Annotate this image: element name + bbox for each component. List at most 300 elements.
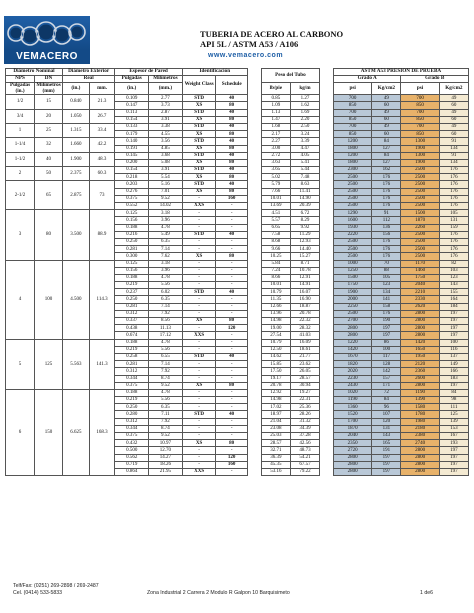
- cell-psi-b: 2740: [401, 440, 439, 447]
- cell-od-mm: 26.7: [89, 109, 115, 123]
- header-weight-class: Weight Class: [182, 76, 216, 95]
- spacer: [319, 289, 333, 296]
- cell-weight-class: -: [182, 325, 216, 332]
- header-real: Real: [63, 76, 115, 83]
- cell-kgm: 28.26: [290, 411, 319, 418]
- spacer: [247, 174, 261, 181]
- cell-nps: 1/2: [6, 95, 35, 109]
- spacer: [247, 69, 261, 95]
- cell-kgm: 22.32: [290, 318, 319, 325]
- spacer: [247, 203, 261, 210]
- cell-schedule: 40: [216, 231, 247, 238]
- spacer: [247, 138, 261, 145]
- spacer: [247, 260, 261, 267]
- cell-wall-mm: 6.55: [149, 353, 183, 360]
- cell-od-mm: 73: [89, 181, 115, 210]
- cell-wall-in: 0.140: [115, 138, 149, 145]
- cell-wall-in: 0.719: [115, 461, 149, 468]
- cell-psi-b: 2180: [401, 425, 439, 432]
- cell-psi-a: 2020: [333, 368, 371, 375]
- cell-psi-b: 1750: [401, 274, 439, 281]
- cell-nps: 3: [6, 210, 35, 260]
- cell-kgcm2-b: 149: [439, 361, 468, 368]
- cell-wall-in: 0.237: [115, 289, 149, 296]
- cell-wall-mm: 4.78: [149, 339, 183, 346]
- cell-kgcm2-b: 111: [439, 404, 468, 411]
- cell-kgm: 6.72: [290, 210, 319, 217]
- cell-kgcm2-a: 191: [372, 447, 401, 454]
- pipes-icon: [4, 16, 90, 50]
- spacer: [319, 368, 333, 375]
- page-title: [200, 30, 343, 49]
- cell-kgm: 9.92: [290, 224, 319, 231]
- cell-psi-a: 1500: [333, 274, 371, 281]
- cell-schedule: 80: [216, 253, 247, 260]
- cell-weight-class: XXS: [182, 332, 216, 339]
- cell-kgm: 15.27: [290, 253, 319, 260]
- cell-schedule: -: [216, 217, 247, 224]
- cell-kgcm2-b: 197: [439, 318, 468, 325]
- cell-wall-in: 0.109: [115, 95, 149, 102]
- cell-psi-b: 1650: [401, 346, 439, 353]
- cell-kgm: 16.09: [290, 339, 319, 346]
- cell-wall-in: 0.500: [115, 447, 149, 454]
- spacer: [319, 303, 333, 310]
- cell-wall-in: 0.344: [115, 375, 149, 382]
- cell-kgm: 79.22: [290, 468, 319, 475]
- cell-schedule: -: [216, 433, 247, 440]
- spacer: [319, 310, 333, 317]
- cell-schedule: -: [216, 418, 247, 425]
- cell-wall-mm: 5.49: [149, 231, 183, 238]
- cell-wall-mm: 2.77: [149, 95, 183, 102]
- cell-kgcm2-a: 190: [372, 318, 401, 325]
- cell-psi-a: 1000: [333, 260, 371, 267]
- cell-wall-in: 0.312: [115, 310, 149, 317]
- table-row: [6, 152, 469, 159]
- cell-kgcm2-a: 165: [372, 440, 401, 447]
- cell-weight-class: STD: [182, 231, 216, 238]
- cell-lbft: 10.01: [261, 195, 290, 202]
- cell-lbft: 25.03: [261, 433, 290, 440]
- spacer: [319, 253, 333, 260]
- cell-psi-b: 700: [401, 109, 439, 116]
- table-row: [6, 181, 469, 188]
- cell-psi-a: 2500: [333, 310, 371, 317]
- cell-kgm: 4.47: [290, 145, 319, 152]
- cell-od-in: 4.500: [63, 260, 90, 339]
- cell-nps: 1-1/2: [6, 152, 35, 166]
- cell-weight-class: XXS: [182, 203, 216, 210]
- cell-od-in: 3.500: [63, 210, 90, 260]
- cell-wall-mm: 3.96: [149, 217, 183, 224]
- cell-psi-a: 1700: [333, 418, 371, 425]
- spacer: [247, 346, 261, 353]
- cell-psi-a: 1800: [333, 145, 371, 152]
- cell-schedule: -: [216, 368, 247, 375]
- cell-lbft: 45.35: [261, 461, 290, 468]
- cell-schedule: -: [216, 346, 247, 353]
- cell-kgcm2-b: 166: [439, 368, 468, 375]
- spacer: [247, 318, 261, 325]
- cell-kgcm2-a: 131: [372, 425, 401, 432]
- spacer: [247, 274, 261, 281]
- cell-kgm: 12.93: [290, 238, 319, 245]
- cell-psi-a: 2500: [333, 174, 371, 181]
- cell-schedule: -: [216, 332, 247, 339]
- spacer: [247, 217, 261, 224]
- cell-kgm: 31.32: [290, 418, 319, 425]
- cell-weight-class: XS: [182, 102, 216, 109]
- spacer: [319, 224, 333, 231]
- cell-schedule: 160: [216, 195, 247, 202]
- cell-psi-b: 2800: [401, 461, 439, 468]
- cell-psi-b: 1900: [401, 145, 439, 152]
- cell-lbft: 1.68: [261, 123, 290, 130]
- cell-wall-mm: 7.11: [149, 411, 183, 418]
- spacer: [319, 123, 333, 130]
- cell-kgcm2-b: 60: [439, 102, 468, 109]
- cell-kgcm2-a: 162: [372, 167, 401, 174]
- cell-kgcm2-b: 103: [439, 267, 468, 274]
- cell-kgcm2-b: 159: [439, 224, 468, 231]
- cell-lbft: 36.39: [261, 454, 290, 461]
- cell-od-mm: 48.3: [89, 152, 115, 166]
- spacer: [247, 116, 261, 123]
- cell-schedule: -: [216, 224, 247, 231]
- header-milimetros: Milímetros (mm): [36, 82, 61, 94]
- cell-wall-mm: 3.56: [149, 138, 183, 145]
- spacer: [319, 332, 333, 339]
- cell-psi-b: 2500: [401, 253, 439, 260]
- cell-psi-b: 2800: [401, 332, 439, 339]
- cell-psi-b: 2500: [401, 188, 439, 195]
- cell-kgcm2-b: 98: [439, 397, 468, 404]
- header-pulgadas: Pulgadas (in.): [6, 83, 35, 95]
- cell-lbft: 10.01: [261, 282, 290, 289]
- cell-wall-in: 0.552: [115, 203, 149, 210]
- cell-weight-class: XS: [182, 131, 216, 138]
- cell-psi-b: 1420: [401, 339, 439, 346]
- cell-wall-mm: 3.73: [149, 102, 183, 109]
- spacer: [319, 282, 333, 289]
- cell-wall-in: 0.375: [115, 382, 149, 389]
- cell-kgcm2-a: 156: [372, 231, 401, 238]
- table-row: [6, 210, 469, 217]
- cell-kgcm2-a: 171: [372, 382, 401, 389]
- cell-psi-b: 1300: [401, 138, 439, 145]
- cell-kgcm2-b: 176: [439, 181, 468, 188]
- cell-schedule: 80: [216, 188, 247, 195]
- cell-psi-b: 1460: [401, 267, 439, 274]
- cell-kgcm2-b: 60: [439, 116, 468, 123]
- cell-psi-b: 2800: [401, 318, 439, 325]
- spacer: [247, 389, 261, 396]
- spacer: [319, 274, 333, 281]
- cell-weight-class: -: [182, 389, 216, 396]
- footer-address: Zona Industrial 2 Carrera 2 Modulo R Galpon 10 Barquisimeto: [147, 590, 290, 596]
- spacer: [247, 368, 261, 375]
- cell-weight-class: XS: [182, 116, 216, 123]
- cell-kgcm2-b: 116: [439, 346, 468, 353]
- cell-psi-a: 2220: [333, 231, 371, 238]
- spacer: [247, 181, 261, 188]
- cell-wall-in: 0.218: [115, 174, 149, 181]
- cell-wall-in: 0.145: [115, 152, 149, 159]
- cell-kgcm2-a: 88: [372, 267, 401, 274]
- cell-lbft: 10.79: [261, 289, 290, 296]
- cell-lbft: 1.47: [261, 116, 290, 123]
- cell-schedule: -: [216, 282, 247, 289]
- cell-weight-class: -: [182, 404, 216, 411]
- cell-psi-a: 2500: [333, 181, 371, 188]
- cell-dn: 25: [35, 123, 63, 137]
- cell-od-mm: 88.9: [89, 210, 115, 260]
- cell-nps: 2-1/2: [6, 181, 35, 210]
- cell-wall-mm: 7.92: [149, 368, 183, 375]
- cell-psi-b: 1580: [401, 404, 439, 411]
- cell-lbft: 5.84: [261, 260, 290, 267]
- spacer: [319, 138, 333, 145]
- spacer: [319, 346, 333, 353]
- cell-wall-mm: 5.54: [149, 174, 183, 181]
- cell-lbft: 1.13: [261, 109, 290, 116]
- spacer: [319, 238, 333, 245]
- cell-psi-a: 2230: [333, 375, 371, 382]
- cell-kgm: 5.44: [290, 167, 319, 174]
- spacer: [319, 382, 333, 389]
- cell-schedule: 40: [216, 181, 247, 188]
- cell-wall-in: 0.250: [115, 296, 149, 303]
- spacer: [247, 159, 261, 166]
- cell-kgcm2-a: 72: [372, 389, 401, 396]
- header-wall-thickness: Espesor de Pared: [115, 69, 182, 76]
- cell-psi-b: 1500: [401, 210, 439, 217]
- spacer: [319, 188, 333, 195]
- header-psi-a: psi: [333, 83, 371, 95]
- cell-wall-mm: 3.91: [149, 116, 183, 123]
- cell-schedule: -: [216, 246, 247, 253]
- cell-lbft: 32.71: [261, 447, 290, 454]
- spacer: [247, 433, 261, 440]
- cell-weight-class: -: [182, 310, 216, 317]
- footer-cell: Cel. (0414) 533-5833: [13, 590, 63, 596]
- cell-kgm: 48.73: [290, 447, 319, 454]
- cell-kgcm2-b: 197: [439, 325, 468, 332]
- cell-weight-class: -: [182, 274, 216, 281]
- cell-wall-in: 0.344: [115, 425, 149, 432]
- cell-schedule: 80: [216, 174, 247, 181]
- footer-phone: Telf/Fax: (0251) 269-2898 / 269-2487: [13, 583, 99, 589]
- cell-dn: 50: [35, 167, 63, 181]
- cell-kgcm2-a: 176: [372, 203, 401, 210]
- cell-weight-class: -: [182, 210, 216, 217]
- spacer: [319, 109, 333, 116]
- cell-kgcm2-b: 49: [439, 109, 468, 116]
- cell-weight-class: XS: [182, 318, 216, 325]
- cell-psi-a: 850: [333, 116, 371, 123]
- cell-lbft: 19.00: [261, 325, 290, 332]
- table-row: [6, 339, 469, 346]
- cell-psi-a: 1800: [333, 159, 371, 166]
- cell-kgcm2-b: 197: [439, 332, 468, 339]
- cell-psi-b: 1170: [401, 260, 439, 267]
- cell-weight-class: -: [182, 303, 216, 310]
- cell-kgcm2-a: 120: [372, 418, 401, 425]
- cell-kgcm2-b: 176: [439, 253, 468, 260]
- cell-nps: 3/4: [6, 109, 35, 123]
- spacer: [319, 389, 333, 396]
- footer-contact: [13, 583, 99, 597]
- spacer: [319, 375, 333, 382]
- spacer: [319, 203, 333, 210]
- cell-weight-class: -: [182, 418, 216, 425]
- cell-schedule: 160: [216, 461, 247, 468]
- cell-kgm: 54.21: [290, 454, 319, 461]
- cell-wall-in: 0.281: [115, 303, 149, 310]
- cell-psi-a: 1750: [333, 282, 371, 289]
- cell-lbft: 4.51: [261, 210, 290, 217]
- cell-dn: 32: [35, 138, 63, 152]
- cell-wall-mm: 6.35: [149, 238, 183, 245]
- spacer: [247, 361, 261, 368]
- header-dn: DN: [35, 76, 63, 83]
- cell-od-mm: 60.3: [89, 167, 115, 181]
- spacer: [319, 296, 333, 303]
- cell-od-in: 1.050: [63, 109, 90, 123]
- cell-psi-a: 1670: [333, 353, 371, 360]
- cell-schedule: 40: [216, 123, 247, 130]
- cell-lbft: 13.96: [261, 310, 290, 317]
- cell-schedule: 80: [216, 131, 247, 138]
- cell-schedule: -: [216, 397, 247, 404]
- cell-kgcm2-a: 176: [372, 253, 401, 260]
- cell-schedule: -: [216, 210, 247, 217]
- cell-kgcm2-b: 176: [439, 195, 468, 202]
- cell-kgm: 1.62: [290, 102, 319, 109]
- cell-weight-class: STD: [182, 123, 216, 130]
- cell-wall-mm: 4.78: [149, 389, 183, 396]
- cell-wall-mm: 3.18: [149, 260, 183, 267]
- cell-wall-mm: 5.08: [149, 159, 183, 166]
- cell-psi-a: 2800: [333, 461, 371, 468]
- spacer: [247, 231, 261, 238]
- cell-psi-b: 1300: [401, 152, 439, 159]
- cell-kgm: 22.31: [290, 397, 319, 404]
- cell-kgcm2-a: 197: [372, 332, 401, 339]
- cell-wall-in: 0.179: [115, 131, 149, 138]
- cell-wall-mm: 5.16: [149, 181, 183, 188]
- cell-nps: 1-1/4: [6, 138, 35, 152]
- spacer: [247, 246, 261, 253]
- cell-psi-a: 2350: [333, 440, 371, 447]
- cell-wall-in: 0.432: [115, 440, 149, 447]
- spacer: [319, 217, 333, 224]
- cell-kgm: 5.41: [290, 159, 319, 166]
- cell-kgcm2-b: 176: [439, 231, 468, 238]
- cell-psi-b: 2330: [401, 296, 439, 303]
- cell-kgm: 42.56: [290, 440, 319, 447]
- cell-psi-b: 2210: [401, 289, 439, 296]
- cell-lbft: 13.69: [261, 203, 290, 210]
- cell-wall-mm: 7.92: [149, 418, 183, 425]
- cell-kgm: 1.27: [290, 95, 319, 102]
- cell-weight-class: -: [182, 361, 216, 368]
- cell-wall-mm: 4.78: [149, 224, 183, 231]
- table-body: [6, 95, 469, 476]
- cell-psi-a: 1600: [333, 217, 371, 224]
- cell-dn: 65: [35, 181, 63, 210]
- cell-kgcm2-a: 86: [372, 339, 401, 346]
- cell-psi-b: 2040: [401, 282, 439, 289]
- cell-lbft: 10.25: [261, 253, 290, 260]
- cell-psi-a: 2500: [333, 203, 371, 210]
- cell-weight-class: XS: [182, 174, 216, 181]
- table-row: [6, 167, 469, 174]
- spacer: [247, 310, 261, 317]
- cell-psi-b: 2600: [401, 375, 439, 382]
- cell-weight-class: STD: [182, 95, 216, 102]
- table-row: [6, 95, 469, 102]
- cell-kgcm2-b: 197: [439, 468, 468, 475]
- cell-wall-in: 0.250: [115, 238, 149, 245]
- spacer: [247, 375, 261, 382]
- cell-psi-b: 1390: [401, 397, 439, 404]
- spacer: [247, 339, 261, 346]
- cell-wall-in: 0.188: [115, 274, 149, 281]
- cell-kgcm2-a: 176: [372, 181, 401, 188]
- cell-kgcm2-b: 197: [439, 461, 468, 468]
- cell-schedule: -: [216, 404, 247, 411]
- cell-kgcm2-b: 143: [439, 282, 468, 289]
- cell-wall-mm: 3.68: [149, 152, 183, 159]
- cell-dn: 100: [35, 260, 63, 339]
- cell-od-mm: 114.3: [89, 260, 115, 339]
- cell-psi-b: 2800: [401, 468, 439, 475]
- table-row: [6, 389, 469, 396]
- cell-wall-in: 0.219: [115, 397, 149, 404]
- header-od-in-unit: (in.): [63, 83, 90, 95]
- cell-wall-in: 0.375: [115, 195, 149, 202]
- cell-lbft: 7.58: [261, 231, 290, 238]
- table-row: [6, 138, 469, 145]
- spacer: [319, 425, 333, 432]
- spacer: [319, 411, 333, 418]
- spacer: [247, 397, 261, 404]
- cell-schedule: -: [216, 375, 247, 382]
- spacer: [247, 425, 261, 432]
- cell-wall-in: 0.191: [115, 145, 149, 152]
- cell-kgcm2-b: 167: [439, 433, 468, 440]
- cell-psi-b: 2260: [401, 224, 439, 231]
- cell-psi-a: 1220: [333, 339, 371, 346]
- cell-od-mm: 33.4: [89, 123, 115, 137]
- cell-kgcm2-a: 176: [372, 246, 401, 253]
- cell-weight-class: -: [182, 260, 216, 267]
- cell-kgcm2-a: 158: [372, 303, 401, 310]
- cell-kgm: 18.61: [290, 346, 319, 353]
- spacer: [247, 123, 261, 130]
- header-wall-inches: Pulgadas: [115, 76, 149, 83]
- cell-wall-in: 0.154: [115, 167, 149, 174]
- cell-kgcm2-b: 176: [439, 188, 468, 195]
- cell-psi-b: 2120: [401, 361, 439, 368]
- website-link[interactable]: www.vemacero.com: [208, 52, 284, 59]
- spacer: [247, 267, 261, 274]
- cell-psi-a: 2430: [333, 382, 371, 389]
- cell-kgm: 2.20: [290, 116, 319, 123]
- cell-psi-a: 2250: [333, 303, 371, 310]
